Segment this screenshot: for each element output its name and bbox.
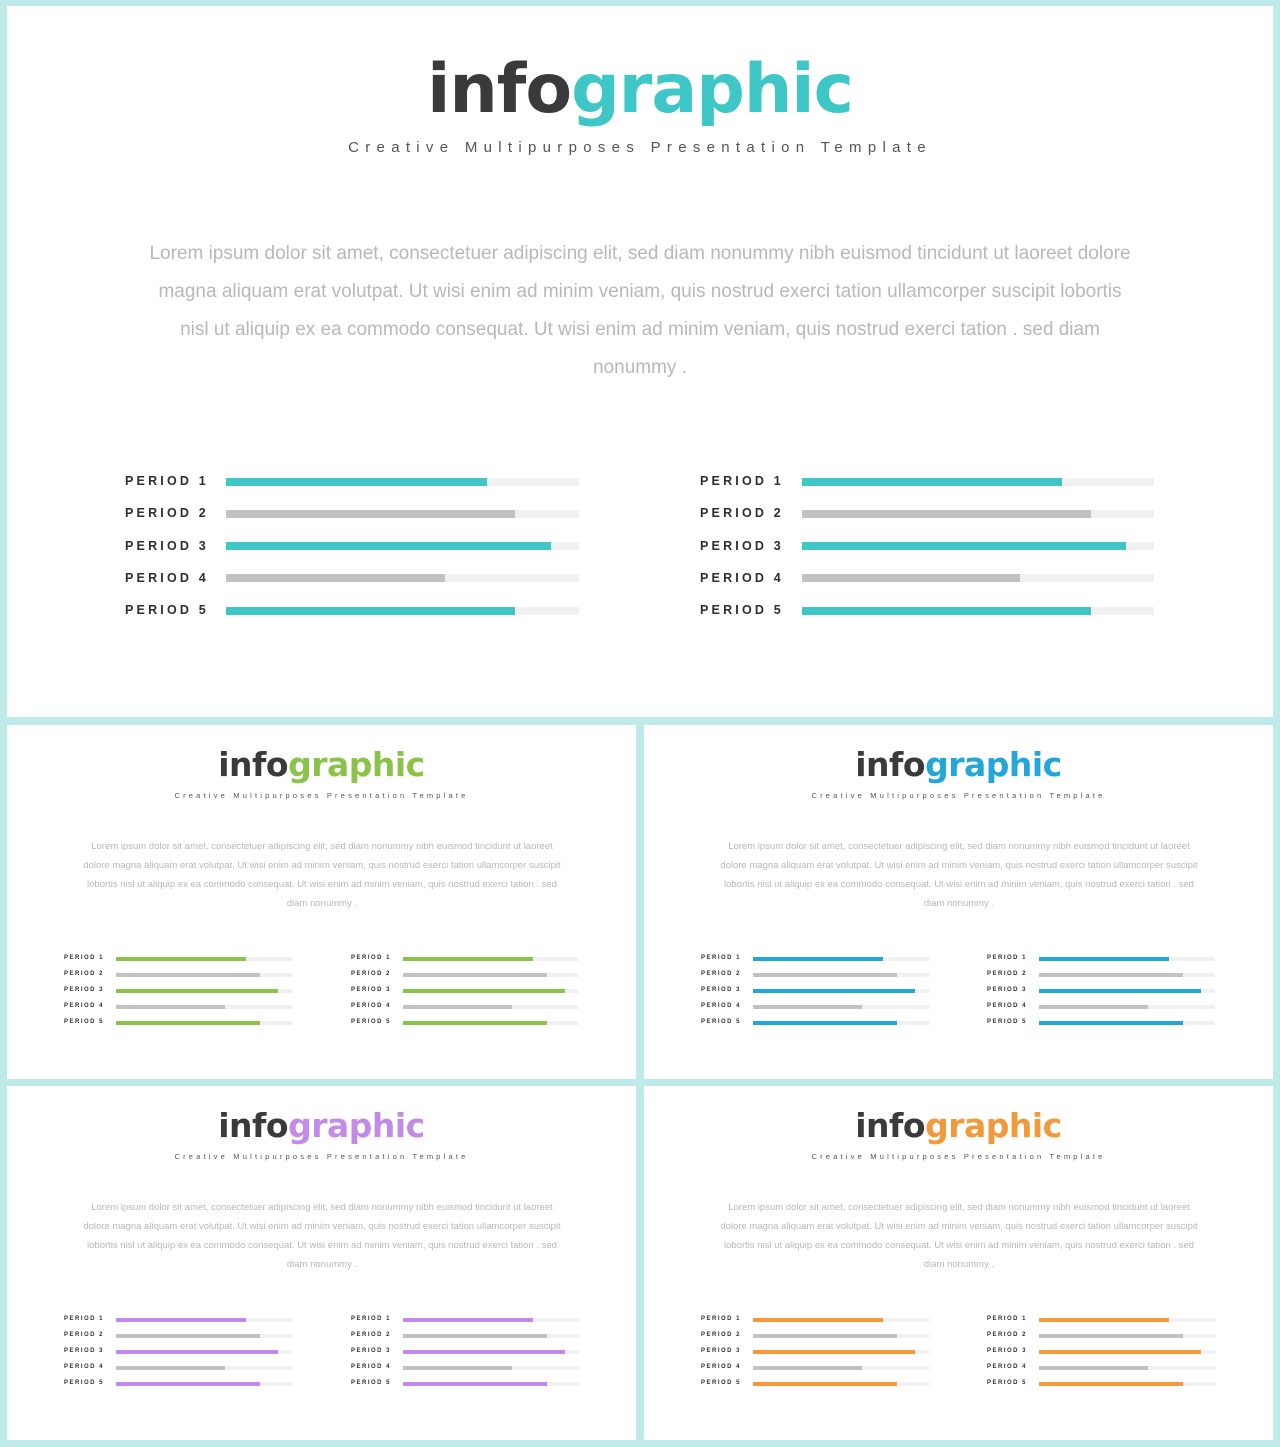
bar-fill [403,1005,512,1009]
period-label: PERIOD 3 [701,1348,742,1355]
bar-chart-right [987,955,1215,1036]
period-label: PERIOD 5 [700,603,784,618]
period-label: PERIOD 1 [64,1316,105,1322]
period-label: PERIOD 4 [987,1364,1028,1371]
bar-row [987,1003,1215,1019]
bar-track [1039,1382,1215,1386]
bar-fill [753,1382,897,1386]
bar-row [351,1332,579,1348]
bar-row [987,1332,1215,1348]
period-label: PERIOD 1 [700,474,784,488]
slide-subtitle: Creative Multipurposes Presentation Template [811,1152,1106,1161]
slide-subtitle: Creative Multipurposes Presentation Template [811,791,1106,800]
bar-row [701,1316,929,1332]
bar-track [116,1005,292,1009]
bar-row [351,1316,579,1332]
period-label: PERIOD 5 [701,1380,742,1387]
bar-track [226,478,579,486]
bar-chart-left [701,1316,929,1397]
bar-chart-left [125,474,579,636]
bar-fill [1039,1350,1201,1354]
bar-track [1039,1318,1215,1322]
bar-chart-right [351,955,579,1036]
bar-fill [753,989,915,993]
bar-row [701,1380,929,1396]
slide-subtitle: Creative Multipurposes Presentation Template [348,139,932,156]
bar-fill [116,957,246,961]
period-label: PERIOD 4 [125,570,209,585]
bar-row [64,971,292,987]
period-label: PERIOD 4 [701,1003,742,1010]
slide-purple [7,1086,636,1440]
period-label: PERIOD 3 [64,1348,105,1355]
bar-track [403,973,579,977]
bar-track [1039,1005,1215,1009]
bar-fill [403,1021,547,1025]
period-label: PERIOD 4 [987,1003,1028,1010]
bar-track [1039,1021,1215,1025]
bar-track [753,1021,929,1025]
bar-row [64,955,292,971]
bar-fill [116,973,260,977]
period-label: PERIOD 4 [64,1003,105,1010]
period-label: PERIOD 2 [351,1332,392,1339]
bar-row [351,1348,579,1364]
bar-row [351,987,579,1003]
bar-track [1039,973,1215,977]
bar-track [1039,989,1215,993]
bar-row [701,971,929,987]
bar-row [125,571,579,603]
period-label: PERIOD 5 [125,603,209,618]
bar-row [701,987,929,1003]
bar-track [403,989,579,993]
bar-row [987,955,1215,971]
bar-track [802,542,1154,550]
period-label: PERIOD 5 [64,1380,105,1387]
bar-row [125,539,579,571]
bar-row [64,1316,292,1332]
bar-fill [802,510,1091,518]
bar-fill [226,510,515,518]
bar-track [753,973,929,977]
bar-chart-right [700,474,1154,636]
period-label: PERIOD 3 [987,1348,1028,1355]
period-label: PERIOD 1 [64,955,105,961]
bar-row [701,1348,929,1364]
bar-track [116,1366,292,1370]
bar-track [753,989,929,993]
bar-track [403,957,579,961]
bar-track [753,1318,929,1322]
bar-fill [1039,1366,1148,1370]
bar-row [351,1364,579,1380]
bar-track [226,542,579,550]
bar-fill [753,957,883,961]
period-label: PERIOD 4 [351,1003,392,1010]
bar-fill [1039,957,1169,961]
bar-row [701,1019,929,1035]
bar-row [64,1003,292,1019]
bar-track [1039,957,1215,961]
bar-row [64,1380,292,1396]
period-label: PERIOD 2 [987,1332,1028,1339]
bar-track [116,989,292,993]
bar-track [1039,1334,1215,1338]
title-accent-part: graphic [925,1106,1062,1145]
bar-track [753,957,929,961]
bar-chart-right [987,1316,1215,1397]
bar-fill [116,1021,260,1025]
bar-track [1039,1366,1215,1370]
bar-fill [116,989,278,993]
bar-row [125,506,579,538]
bar-fill [802,542,1126,550]
bar-fill [403,1350,565,1354]
title-dark-part: info [855,745,926,784]
bar-row [700,603,1154,635]
body-paragraph: Lorem ipsum dolor sit amet, consectetuer adipiscing elit, sed diam nonummy nibh euismod tincidunt ut laoreet dolore magna aliquam erat volutpat. Ut wisi enim ad minim veniam, quis nostrud exerci tation ullamcorper suscipit lobortis nisl ut aliquip ex ea commodo consequat. Ut wisi enim ad minim veniam, quis nostrud exerci tation . sed diam nonummy . [83,1202,561,1270]
bar-fill [403,973,547,977]
bar-fill [226,607,515,615]
bar-track [802,510,1154,518]
bar-fill [403,1382,547,1386]
period-label: PERIOD 4 [701,1364,742,1371]
bar-track [802,607,1154,615]
period-label: PERIOD 3 [701,987,742,994]
bar-row [701,955,929,971]
bar-fill [116,1318,246,1322]
bar-row [987,1348,1215,1364]
bar-fill [1039,1318,1169,1322]
body-paragraph: Lorem ipsum dolor sit amet, consectetuer adipiscing elit, sed diam nonummy nibh euismod tincidunt ut laoreet dolore magna aliquam erat volutpat. Ut wisi enim ad minim veniam, quis nostrud exerci tation ullamcorper suscipit lobortis nisl ut aliquip ex ea commodo consequat. Ut wisi enim ad minim veniam, quis nostrud exerci tation . sed diam nonummy . [83,841,561,909]
period-label: PERIOD 2 [701,1332,742,1339]
bar-track [403,1318,579,1322]
bar-row [351,955,579,971]
bar-row [64,987,292,1003]
bar-row [125,474,579,506]
bar-track [116,1318,292,1322]
period-label: PERIOD 4 [64,1364,105,1371]
bar-track [116,957,292,961]
title-accent-part: graphic [288,1106,425,1145]
bar-fill [116,1382,260,1386]
bar-row [125,603,579,635]
bar-row [987,1380,1215,1396]
slide-title [7,50,1273,129]
title-accent-part: graphic [571,50,853,129]
slide-title [644,745,1273,784]
bar-track [403,1005,579,1009]
body-paragraph: Lorem ipsum dolor sit amet, consectetuer adipiscing elit, sed diam nonummy nibh euismod tincidunt ut laoreet dolore magna aliquam erat volutpat. Ut wisi enim ad minim veniam, quis nostrud exerci tation ullamcorper suscipit lobortis nisl ut aliquip ex ea commodo consequat. Ut wisi enim ad minim veniam, quis nostrud exerci tation . sed diam nonummy . [149,243,1131,378]
body-paragraph: Lorem ipsum dolor sit amet, consectetuer adipiscing elit, sed diam nonummy nibh euismod tincidunt ut laoreet dolore magna aliquam erat volutpat. Ut wisi enim ad minim veniam, quis nostrud exerci tation ullamcorper suscipit lobortis nisl ut aliquip ex ea commodo consequat. Ut wisi enim ad minim veniam, quis nostrud exerci tation . sed diam nonummy . [720,1202,1198,1270]
period-label: PERIOD 2 [351,971,392,978]
bar-track [226,510,579,518]
bar-track [753,1382,929,1386]
title-dark-part: info [427,50,572,129]
slide-subtitle: Creative Multipurposes Presentation Template [174,791,469,800]
bar-row [351,1380,579,1396]
title-dark-part: info [218,745,289,784]
bar-fill [802,607,1091,615]
bar-track [753,1350,929,1354]
bar-fill [116,1334,260,1338]
bar-row [351,971,579,987]
period-label: PERIOD 5 [987,1380,1028,1387]
slide-title [644,1106,1273,1145]
period-label: PERIOD 2 [64,971,105,978]
bar-track [753,1366,929,1370]
bar-fill [1039,1005,1148,1009]
bar-chart-left [701,955,929,1036]
bar-fill [403,1334,547,1338]
bar-track [226,574,579,582]
bar-row [700,506,1154,538]
slide-main [7,6,1273,717]
title-accent-part: graphic [288,745,425,784]
bar-chart-right [351,1316,579,1397]
bar-row [64,1332,292,1348]
bar-fill [753,973,897,977]
bar-row [700,539,1154,571]
period-label: PERIOD 2 [700,506,784,521]
bar-track [116,1350,292,1354]
bar-fill [226,542,551,550]
bar-row [987,987,1215,1003]
bar-track [403,1366,579,1370]
bar-fill [403,1366,512,1370]
bar-track [116,1382,292,1386]
period-label: PERIOD 3 [125,538,209,553]
bar-row [64,1348,292,1364]
bar-row [701,1003,929,1019]
bar-track [753,1334,929,1338]
slide-title [7,745,636,784]
bar-fill [753,1334,897,1338]
slide-subtitle: Creative Multipurposes Presentation Template [174,1152,469,1161]
title-dark-part: info [855,1106,926,1145]
period-label: PERIOD 3 [987,987,1028,994]
bar-fill [753,1318,883,1322]
bar-row [351,1019,579,1035]
bar-fill [1039,989,1201,993]
bar-row [701,1332,929,1348]
bar-fill [753,1021,897,1025]
bar-row [701,1364,929,1380]
bar-fill [403,1318,533,1322]
bar-row [987,1019,1215,1035]
bar-track [1039,1350,1215,1354]
period-label: PERIOD 2 [125,506,209,521]
body-paragraph: Lorem ipsum dolor sit amet, consectetuer adipiscing elit, sed diam nonummy nibh euismod tincidunt ut laoreet dolore magna aliquam erat volutpat. Ut wisi enim ad minim veniam, quis nostrud exerci tation ullamcorper suscipit lobortis nisl ut aliquip ex ea commodo consequat. Ut wisi enim ad minim veniam, quis nostrud exerci tation . sed diam nonummy . [720,841,1198,909]
bar-track [403,1350,579,1354]
bar-row [987,1364,1215,1380]
bar-fill [116,1366,225,1370]
bar-row [700,474,1154,506]
title-accent-part: graphic [925,745,1062,784]
bar-fill [116,1350,278,1354]
period-label: PERIOD 5 [701,1019,742,1026]
period-label: PERIOD 1 [125,474,209,488]
period-label: PERIOD 2 [64,1332,105,1339]
bar-fill [226,574,445,582]
period-label: PERIOD 4 [351,1364,392,1371]
bar-fill [1039,973,1183,977]
period-label: PERIOD 4 [700,570,784,585]
slide-green [7,725,636,1079]
bar-fill [753,1366,862,1370]
period-label: PERIOD 3 [64,987,105,994]
bar-fill [753,1005,862,1009]
bar-row [700,571,1154,603]
period-label: PERIOD 2 [701,971,742,978]
bar-track [802,574,1154,582]
bar-row [987,971,1215,987]
bar-fill [403,989,565,993]
slide-orange [644,1086,1273,1440]
period-label: PERIOD 1 [987,1316,1028,1322]
period-label: PERIOD 5 [351,1380,392,1387]
period-label: PERIOD 5 [351,1019,392,1026]
bar-fill [802,478,1062,486]
bar-row [64,1019,292,1035]
period-label: PERIOD 1 [701,1316,742,1322]
bar-track [802,478,1154,486]
bar-track [116,1334,292,1338]
period-label: PERIOD 2 [987,971,1028,978]
bar-fill [802,574,1020,582]
period-label: PERIOD 1 [351,1316,392,1322]
bar-track [116,1021,292,1025]
bar-row [351,1003,579,1019]
period-label: PERIOD 1 [701,955,742,961]
period-label: PERIOD 5 [64,1019,105,1026]
bar-row [987,1316,1215,1332]
title-dark-part: info [218,1106,289,1145]
bar-track [226,607,579,615]
period-label: PERIOD 5 [987,1019,1028,1026]
bar-row [64,1364,292,1380]
bar-track [403,1334,579,1338]
period-label: PERIOD 1 [987,955,1028,961]
bar-fill [1039,1382,1183,1386]
bar-fill [1039,1334,1183,1338]
bar-track [403,1021,579,1025]
bar-fill [226,478,487,486]
period-label: PERIOD 3 [700,538,784,553]
slide-title [7,1106,636,1145]
bar-track [403,1382,579,1386]
slide-blue [644,725,1273,1079]
bar-chart-left [64,1316,292,1397]
bar-fill [403,957,533,961]
period-label: PERIOD 3 [351,987,392,994]
bar-fill [1039,1021,1183,1025]
bar-fill [116,1005,225,1009]
period-label: PERIOD 1 [351,955,392,961]
period-label: PERIOD 3 [351,1348,392,1355]
bar-fill [753,1350,915,1354]
bar-chart-left [64,955,292,1036]
bar-track [116,973,292,977]
bar-track [753,1005,929,1009]
